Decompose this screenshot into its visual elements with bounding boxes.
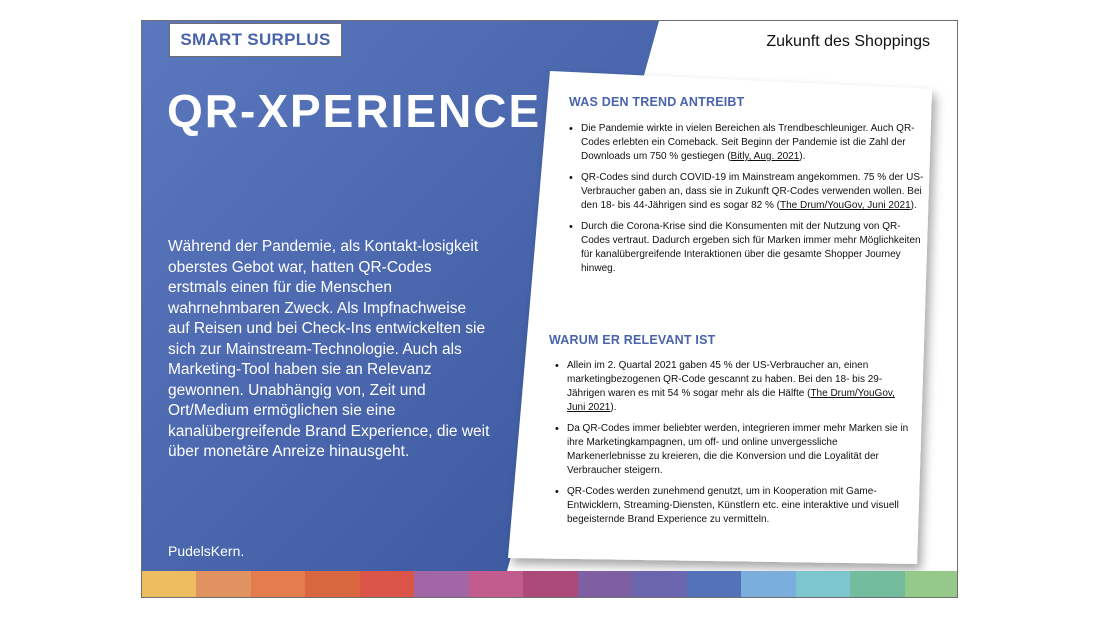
slide — [141, 20, 958, 598]
trend-bullet-list — [567, 122, 927, 283]
color-stripe-bar — [142, 571, 958, 598]
source-link[interactable]: The Drum/YouGov, Juni 2021 — [780, 200, 911, 211]
bullet-item — [567, 359, 913, 415]
bullet-text: QR-Codes werden zunehmend genutzt, um in Kooperation mit Game-Entwicklern, Streaming-Diensten, Künstlern etc. eine interaktive und visuell begeisternde Brand Experience zu vermitteln. — [567, 486, 899, 525]
color-stripe — [360, 571, 414, 598]
relevance-bullet-list — [553, 359, 913, 534]
color-stripe — [850, 571, 904, 598]
brand-logo: PudelsKern. — [168, 543, 245, 559]
bullet-item — [581, 171, 927, 213]
color-stripe — [251, 571, 305, 598]
color-stripe — [469, 571, 523, 598]
topic-label: Zukunft des Shoppings — [766, 33, 930, 50]
bullet-text-end: ). — [610, 402, 617, 413]
section-heading-trend: WAS DEN TREND ANTREIBT — [569, 95, 745, 109]
color-stripe — [414, 571, 468, 598]
color-stripe — [632, 571, 686, 598]
bullet-text: Allein im 2. Quartal 2021 gaben 45 % der US-Verbraucher an, einen marketingbezogenen QR-Code gescannt zu haben. Bei den 18- bis 29-Jährigen waren es mit 54 % sogar mehr als die Hälfte ( — [567, 360, 883, 399]
bullet-text-end: ). — [910, 200, 917, 211]
bullet-text: Durch die Corona-Krise sind die Konsumenten mit der Nutzung von QR-Codes vertraut. Dadurch ergeben sich für Marken immer mehr Möglichkeiten für kanalübergreifende Interaktionen über die gesamte Shopper Journey hinweg. — [581, 221, 921, 274]
category-tag: SMART SURPLUS — [169, 23, 342, 57]
color-stripe — [905, 571, 958, 598]
page-title: QR-XPERIENCE — [167, 85, 542, 137]
color-stripe — [796, 571, 850, 598]
color-stripe — [142, 571, 196, 598]
color-stripe — [305, 571, 359, 598]
section-heading-relevance: WARUM ER RELEVANT IST — [549, 333, 716, 347]
color-stripe — [523, 571, 577, 598]
bullet-item — [567, 485, 913, 527]
color-stripe — [196, 571, 250, 598]
bullet-text: Da QR-Codes immer beliebter werden, integrieren immer mehr Marken sie in ihre Marketingkampagnen, um off- und online unvergessliche Markenerlebnisse zu kreieren, die die Konversion und die Loyalität der Verbraucher steigern. — [567, 423, 909, 476]
source-link[interactable]: The Drum/YouGov, Juni 2021 — [567, 388, 895, 413]
intro-text: Während der Pandemie, als Kontakt-losigkeit oberstes Gebot war, hatten QR-Codes erstmals einen für die Menschen wahrnehmbaren Zweck. Als Impfnachweise auf Reisen und bei Check-Ins entwickelten sie sich zur Mainstream-Technologie. Auch als Marketing-Tool haben sie an Relevanz gewonnen. Unabhängig von, Zeit und Ort/Medium ermöglichen sie eine kanalübergreifende Brand Experience, die weit über monetäre Anreize hinausgeht. — [168, 238, 490, 460]
color-stripe — [578, 571, 632, 598]
bullet-text: QR-Codes sind durch COVID-19 im Mainstream angekommen. 75 % der US-Verbraucher gaben an, dass sie in Zukunft QR-Codes verwenden wollen. Bei den 18- bis 44-Jährigen sind es sogar 82 % ( — [581, 172, 924, 211]
bullet-text: Die Pandemie wirkte in vielen Bereichen als Trendbeschleuniger. Auch QR-Codes erlebten ein Comeback. Seit Beginn der Pandemie ist die Zahl der Downloads um 750 % gestiegen ( — [581, 123, 915, 162]
source-link[interactable]: Bitly, Aug. 2021 — [730, 151, 800, 162]
bullet-item — [581, 220, 927, 276]
color-stripe — [741, 571, 795, 598]
bullet-text-end: ). — [799, 151, 806, 162]
bullet-item — [567, 422, 913, 478]
color-stripe — [687, 571, 741, 598]
bullet-item — [581, 122, 927, 164]
